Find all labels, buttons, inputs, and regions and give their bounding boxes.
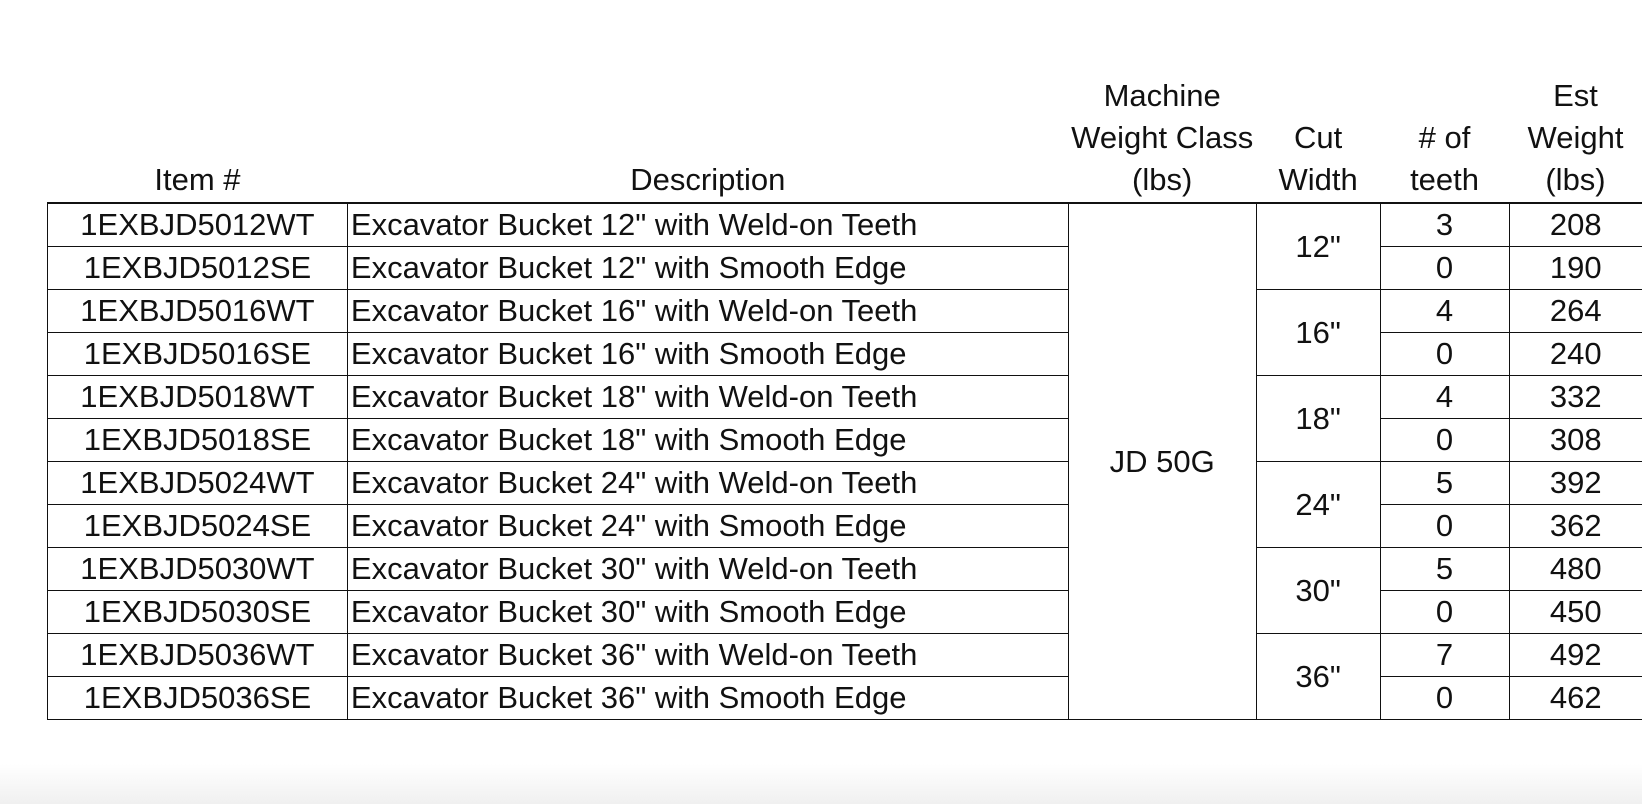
table-row	[48, 419, 1642, 462]
cut-width-cell: 12"	[1256, 203, 1380, 290]
weight-cell: 462	[1509, 677, 1642, 720]
weight-cell: 264	[1509, 290, 1642, 333]
item-number-cell: 1EXBJD5030WT	[48, 548, 348, 591]
cut-width-cell: 30"	[1256, 548, 1380, 634]
teeth-cell: 0	[1380, 247, 1509, 290]
teeth-cell: 7	[1380, 634, 1509, 677]
description-cell: Excavator Bucket 30" with Weld-on Teeth	[347, 548, 1068, 591]
item-number-cell: 1EXBJD5036WT	[48, 634, 348, 677]
description-cell: Excavator Bucket 24" with Weld-on Teeth	[347, 462, 1068, 505]
description-cell: Excavator Bucket 36" with Weld-on Teeth	[347, 634, 1068, 677]
teeth-cell: 5	[1380, 548, 1509, 591]
cut-width-cell: 18"	[1256, 376, 1380, 462]
item-number-cell: 1EXBJD5018SE	[48, 419, 348, 462]
table-row	[48, 333, 1642, 376]
teeth-cell: 5	[1380, 462, 1509, 505]
item-number-cell: 1EXBJD5024SE	[48, 505, 348, 548]
description-cell: Excavator Bucket 12" with Weld-on Teeth	[347, 203, 1068, 247]
table-row	[48, 548, 1642, 591]
item-number-cell: 1EXBJD5012WT	[48, 203, 348, 247]
item-number-cell: 1EXBJD5030SE	[48, 591, 348, 634]
header-teeth: # of teeth	[1380, 75, 1509, 203]
teeth-cell: 0	[1380, 591, 1509, 634]
weight-cell: 450	[1509, 591, 1642, 634]
weight-cell: 392	[1509, 462, 1642, 505]
table-row	[48, 376, 1642, 419]
teeth-cell: 0	[1380, 419, 1509, 462]
table-body	[48, 203, 1642, 720]
header-row	[48, 75, 1642, 203]
weight-cell: 308	[1509, 419, 1642, 462]
weight-cell: 208	[1509, 203, 1642, 247]
table-row	[48, 247, 1642, 290]
weight-cell: 362	[1509, 505, 1642, 548]
table-row	[48, 677, 1642, 720]
header-est-weight: Est Weight (lbs)	[1509, 75, 1642, 203]
header-item: Item #	[48, 75, 348, 203]
table-row	[48, 505, 1642, 548]
description-cell: Excavator Bucket 16" with Smooth Edge	[347, 333, 1068, 376]
description-cell: Excavator Bucket 36" with Smooth Edge	[347, 677, 1068, 720]
description-cell: Excavator Bucket 12" with Smooth Edge	[347, 247, 1068, 290]
weight-cell: 240	[1509, 333, 1642, 376]
table-header	[48, 75, 1642, 203]
bucket-spec-table	[47, 75, 1642, 720]
teeth-cell: 4	[1380, 376, 1509, 419]
teeth-cell: 4	[1380, 290, 1509, 333]
header-description: Description	[347, 75, 1068, 203]
table-row	[48, 634, 1642, 677]
description-cell: Excavator Bucket 18" with Smooth Edge	[347, 419, 1068, 462]
description-cell: Excavator Bucket 30" with Smooth Edge	[347, 591, 1068, 634]
teeth-cell: 0	[1380, 677, 1509, 720]
description-cell: Excavator Bucket 24" with Smooth Edge	[347, 505, 1068, 548]
item-number-cell: 1EXBJD5012SE	[48, 247, 348, 290]
machine-weight-class-cell: JD 50G	[1068, 203, 1256, 720]
description-cell: Excavator Bucket 18" with Weld-on Teeth	[347, 376, 1068, 419]
page-bottom-shade	[0, 764, 1642, 804]
cut-width-cell: 36"	[1256, 634, 1380, 720]
item-number-cell: 1EXBJD5016SE	[48, 333, 348, 376]
header-cut-width: Cut Width	[1256, 75, 1380, 203]
item-number-cell: 1EXBJD5036SE	[48, 677, 348, 720]
table-row	[48, 462, 1642, 505]
header-machine-weight-class: Machine Weight Class (lbs)	[1068, 75, 1256, 203]
cut-width-cell: 24"	[1256, 462, 1380, 548]
weight-cell: 492	[1509, 634, 1642, 677]
table-row	[48, 203, 1642, 247]
teeth-cell: 0	[1380, 505, 1509, 548]
item-number-cell: 1EXBJD5018WT	[48, 376, 348, 419]
weight-cell: 332	[1509, 376, 1642, 419]
weight-cell: 190	[1509, 247, 1642, 290]
table-row	[48, 290, 1642, 333]
cut-width-cell: 16"	[1256, 290, 1380, 376]
item-number-cell: 1EXBJD5024WT	[48, 462, 348, 505]
description-cell: Excavator Bucket 16" with Weld-on Teeth	[347, 290, 1068, 333]
item-number-cell: 1EXBJD5016WT	[48, 290, 348, 333]
teeth-cell: 0	[1380, 333, 1509, 376]
table-row	[48, 591, 1642, 634]
weight-cell: 480	[1509, 548, 1642, 591]
teeth-cell: 3	[1380, 203, 1509, 247]
